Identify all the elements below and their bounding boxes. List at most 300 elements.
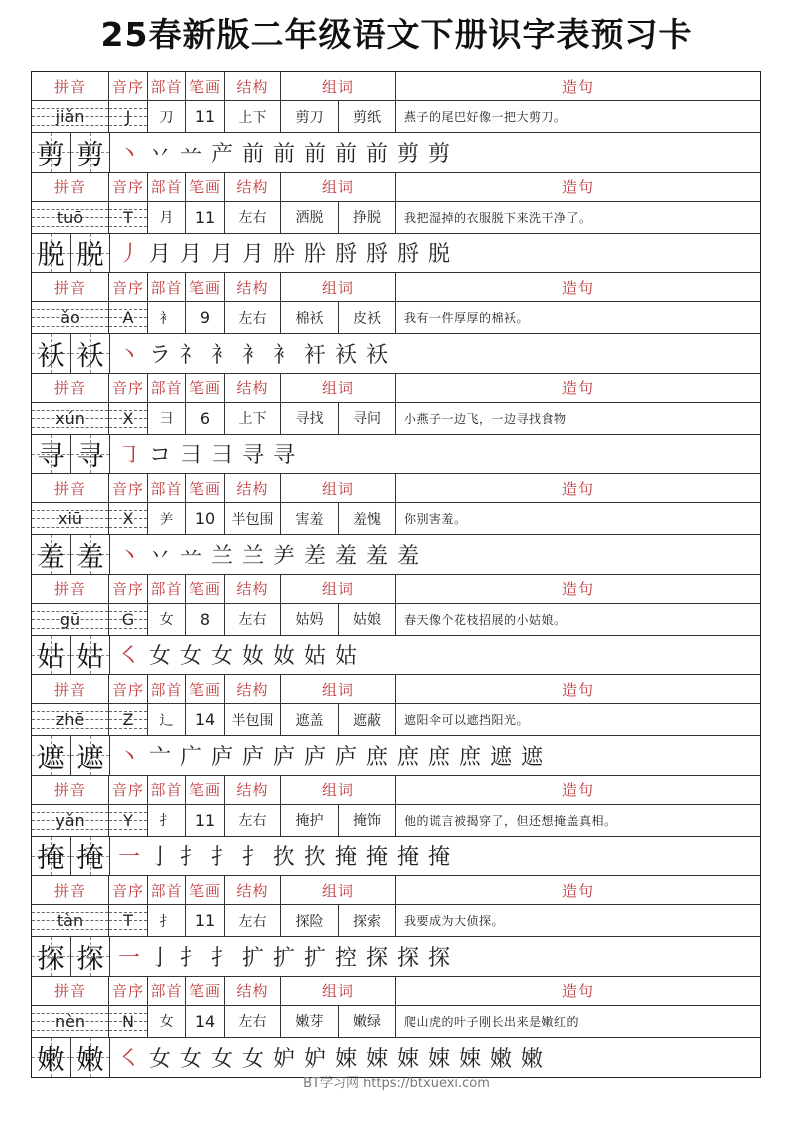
pinyin-value: tuō	[56, 207, 84, 227]
stroke-step: 扩	[241, 945, 264, 971]
stroke-step: 前	[303, 141, 326, 167]
stroke-step: 脟	[334, 242, 357, 268]
pinyin-cell	[32, 1006, 109, 1037]
stroke-step: 差	[303, 543, 326, 569]
header-zaoju: 造句	[561, 479, 594, 498]
header-row	[32, 977, 760, 1006]
stroke-step: 庶	[458, 744, 481, 770]
stroke-step: 一	[117, 945, 140, 971]
stroke-step: 女	[210, 1046, 233, 1072]
header-bihua: 笔画	[186, 273, 225, 301]
jiegou-value: 左右	[225, 805, 281, 836]
pinyin-value: yǎn	[55, 810, 85, 830]
stroke-order-row	[32, 133, 760, 173]
bihua-value: 11	[186, 101, 225, 132]
stroke-step: コ	[148, 443, 171, 469]
practice-char-box-2	[71, 937, 110, 976]
stroke-step: 亅	[148, 945, 171, 971]
bushou-value: ⺶	[148, 503, 186, 534]
stroke-step: 女	[179, 1046, 202, 1072]
practice-char-box-2	[71, 234, 110, 273]
data-row	[32, 302, 760, 334]
word-2: 掩饰	[339, 805, 396, 836]
stroke-step: 掩	[365, 845, 388, 871]
stroke-step: 丿	[117, 242, 140, 268]
data-row	[32, 604, 760, 636]
character-card	[32, 374, 760, 475]
character-card	[32, 474, 760, 575]
header-zaoju: 造句	[561, 982, 594, 1000]
sentence-value: 我要成为大侦探。	[404, 914, 505, 928]
data-row	[32, 704, 760, 736]
stroke-sequence	[110, 837, 760, 876]
yinxu-cell	[109, 302, 148, 333]
header-row	[32, 173, 760, 202]
sentence-value: 燕子的尾巴好像一把大剪刀。	[404, 110, 567, 124]
header-yinxu: 音序	[109, 273, 148, 301]
practice-char: 脱	[37, 240, 65, 272]
stroke-step: 前	[334, 141, 357, 167]
stroke-step: 控	[334, 945, 357, 971]
bushou-value: 彐	[148, 403, 186, 434]
header-zuci: 组词	[281, 675, 396, 703]
header-zaoju: 造句	[561, 881, 594, 900]
pinyin-value: xún	[55, 408, 85, 428]
header-bihua: 笔画	[186, 977, 225, 1005]
header-bihua: 笔画	[186, 876, 225, 904]
pinyin-value: jiǎn	[55, 107, 85, 126]
practice-char-box-2	[71, 334, 110, 373]
header-bushou: 部首	[148, 675, 186, 703]
stroke-step: 羞	[365, 543, 388, 569]
practice-char-box-2	[71, 435, 110, 474]
character-table	[31, 71, 761, 1078]
header-jiegou: 结构	[225, 173, 281, 201]
yinxu-cell	[109, 704, 148, 735]
character-card	[32, 72, 760, 173]
header-row	[32, 575, 760, 604]
stroke-step: 丷	[148, 543, 171, 569]
bihua-value: 8	[186, 604, 225, 635]
stroke-step: 娕	[427, 1046, 450, 1072]
yinxu-value: Y	[123, 810, 133, 830]
practice-char: 掩	[76, 843, 104, 875]
stroke-step: 探	[427, 945, 450, 971]
character-card	[32, 273, 760, 374]
sentence-value: 我有一件厚厚的棉袄。	[404, 311, 530, 325]
header-bushou: 部首	[148, 374, 186, 402]
pinyin-cell	[32, 302, 109, 333]
bihua-value: 10	[186, 503, 225, 534]
bushou-value: 刀	[148, 101, 186, 132]
header-jiegou: 结构	[225, 273, 281, 301]
data-row	[32, 805, 760, 837]
jiegou-value: 左右	[225, 905, 281, 936]
header-yinxu: 音序	[109, 876, 148, 904]
bushou-value: 女	[148, 1006, 186, 1037]
header-bushou: 部首	[148, 776, 186, 804]
stroke-step: 丶	[117, 543, 140, 569]
practice-char-box-1	[32, 736, 71, 775]
header-pinyin: 拼音	[32, 474, 109, 502]
stroke-step: 奻	[272, 644, 295, 670]
practice-char: 嫩	[76, 1044, 104, 1076]
word-1: 寻找	[281, 403, 339, 434]
word-1: 掩护	[281, 805, 339, 836]
stroke-sequence	[110, 535, 760, 574]
header-zuci: 组词	[281, 575, 396, 603]
yinxu-value: Z	[122, 710, 134, 729]
practice-char-box-1	[32, 133, 71, 172]
data-row	[32, 403, 760, 435]
header-yinxu: 音序	[109, 977, 148, 1005]
stroke-step: 兰	[210, 543, 233, 569]
header-bushou: 部首	[148, 575, 186, 603]
stroke-sequence	[110, 636, 760, 675]
stroke-step: 掩	[396, 845, 419, 871]
stroke-step: 衤	[272, 342, 295, 368]
header-zuci: 组词	[281, 776, 396, 804]
stroke-step: 脱	[427, 242, 450, 268]
stroke-step: 剪	[427, 141, 450, 167]
header-jiegou: 结构	[225, 474, 281, 502]
pinyin-value: gū	[59, 609, 81, 629]
stroke-step: 扌	[241, 845, 264, 871]
yinxu-value: J	[125, 107, 131, 126]
stroke-sequence	[110, 334, 760, 373]
pinyin-cell	[32, 202, 109, 233]
practice-char: 袄	[37, 340, 65, 372]
header-row	[32, 776, 760, 805]
stroke-step: 女	[241, 1046, 264, 1072]
bushou-value: 女	[148, 604, 186, 635]
header-row	[32, 474, 760, 503]
header-bushou: 部首	[148, 977, 186, 1005]
practice-char-box-2	[71, 133, 110, 172]
page-title: 25春新版二年级语文下册识字表预习卡	[100, 15, 693, 54]
word-2: 羞愧	[339, 503, 396, 534]
sentence-value: 我把湿掉的衣服脱下来洗干净了。	[404, 210, 592, 225]
stroke-step: 掩	[427, 845, 450, 871]
yinxu-value: T	[123, 207, 133, 227]
stroke-step: 扌	[179, 945, 202, 971]
practice-char-box-1	[32, 435, 71, 474]
bushou-value: 扌	[148, 805, 186, 836]
pinyin-cell	[32, 905, 109, 936]
stroke-step: 掩	[334, 845, 357, 871]
header-row	[32, 374, 760, 403]
header-yinxu: 音序	[109, 575, 148, 603]
stroke-step: 姑	[303, 644, 326, 670]
stroke-step: 嫩	[520, 1046, 543, 1072]
header-bushou: 部首	[148, 474, 186, 502]
stroke-step: 袄	[365, 342, 388, 368]
stroke-step: 扌	[210, 845, 233, 871]
stroke-sequence	[110, 435, 760, 474]
stroke-step: 遮	[520, 744, 543, 770]
stroke-step: 探	[365, 945, 388, 971]
stroke-step: 妒	[272, 1046, 295, 1072]
yinxu-value: X	[122, 509, 134, 528]
pinyin-cell	[32, 704, 109, 735]
stroke-step: 月	[148, 242, 171, 268]
stroke-step: 羞	[334, 543, 357, 569]
yinxu-cell	[109, 604, 148, 635]
header-zaoju: 造句	[561, 680, 594, 699]
stroke-step: 奻	[241, 644, 264, 670]
header-bushou: 部首	[148, 72, 186, 100]
stroke-step: 娕	[396, 1046, 419, 1072]
header-pinyin: 拼音	[32, 977, 109, 1005]
practice-char-box-1	[32, 837, 71, 876]
practice-char: 袄	[76, 340, 104, 372]
sentence-value: 小燕子一边飞，一边寻找食物	[404, 411, 567, 426]
yinxu-value: T	[123, 911, 133, 930]
practice-char-box-1	[32, 234, 71, 273]
bihua-value: 11	[186, 905, 225, 936]
character-card	[32, 575, 760, 676]
word-1: 遮盖	[281, 704, 339, 735]
word-2: 挣脱	[339, 202, 396, 233]
stroke-sequence	[110, 736, 760, 775]
practice-char: 掩	[37, 843, 65, 875]
sentence-value: 他的谎言被揭穿了，但还想掩盖真相。	[404, 813, 617, 828]
jiegou-value: 左右	[225, 302, 281, 333]
stroke-sequence	[110, 937, 760, 976]
header-jiegou: 结构	[225, 776, 281, 804]
bihua-value: 11	[186, 202, 225, 233]
character-card	[32, 776, 760, 877]
header-bihua: 笔画	[186, 474, 225, 502]
stroke-step: 肸	[272, 242, 295, 268]
word-1: 棉袄	[281, 302, 339, 333]
stroke-step: 遮	[489, 744, 512, 770]
stroke-step: 丶	[117, 141, 140, 167]
practice-char: 剪	[76, 139, 104, 171]
header-zuci: 组词	[281, 474, 396, 502]
pinyin-cell	[32, 101, 109, 132]
stroke-step: 庐	[210, 744, 233, 770]
header-zaoju: 造句	[561, 77, 594, 96]
stroke-order-row	[32, 334, 760, 374]
stroke-step: 兰	[241, 543, 264, 569]
data-row	[32, 1006, 760, 1038]
header-yinxu: 音序	[109, 675, 148, 703]
practice-char: 遮	[37, 742, 65, 774]
practice-char: 脱	[76, 240, 104, 272]
practice-char: 寻	[37, 441, 65, 473]
header-pinyin: 拼音	[32, 374, 109, 402]
bushou-value: 辶	[148, 704, 186, 735]
jiegou-value: 半包围	[225, 704, 281, 735]
bihua-value: 11	[186, 805, 225, 836]
jiegou-value: 上下	[225, 101, 281, 132]
bihua-value: 6	[186, 403, 225, 434]
practice-char: 嫩	[37, 1044, 65, 1076]
stroke-step: ⺶	[272, 543, 295, 569]
stroke-step: 产	[210, 141, 233, 167]
word-1: 洒脱	[281, 202, 339, 233]
practice-char: 探	[37, 943, 65, 975]
word-1: 剪刀	[281, 101, 339, 132]
header-bihua: 笔画	[186, 173, 225, 201]
practice-char-box-2	[71, 535, 110, 574]
stroke-order-row	[32, 435, 760, 475]
header-jiegou: 结构	[225, 977, 281, 1005]
stroke-order-row	[32, 837, 760, 877]
character-card	[32, 876, 760, 977]
stroke-step: 扻	[272, 845, 295, 871]
header-yinxu: 音序	[109, 776, 148, 804]
stroke-step: 女	[148, 1046, 171, 1072]
stroke-step: 剪	[396, 141, 419, 167]
header-jiegou: 结构	[225, 72, 281, 100]
bihua-value: 14	[186, 704, 225, 735]
sentence-value: 你别害羞。	[404, 512, 467, 526]
character-card	[32, 173, 760, 274]
stroke-step: 庐	[272, 744, 295, 770]
pinyin-value: ǎo	[60, 308, 80, 327]
stroke-step: ㇛	[117, 1046, 140, 1072]
stroke-step: 扌	[210, 945, 233, 971]
stroke-order-row	[32, 234, 760, 274]
pinyin-value: nèn	[54, 1011, 86, 1031]
header-jiegou: 结构	[225, 374, 281, 402]
stroke-step: 扻	[303, 845, 326, 871]
yinxu-cell	[109, 905, 148, 936]
header-yinxu: 音序	[109, 474, 148, 502]
sentence-value: 遮阳伞可以遮挡阳光。	[404, 713, 530, 727]
stroke-step: 寻	[241, 443, 264, 469]
stroke-step: 袄	[334, 342, 357, 368]
word-2: 寻问	[339, 403, 396, 434]
stroke-step: 月	[179, 242, 202, 268]
stroke-step: 脟	[396, 242, 419, 268]
stroke-step: 庶	[365, 744, 388, 770]
bihua-value: 9	[186, 302, 225, 333]
header-bushou: 部首	[148, 273, 186, 301]
practice-char: 寻	[76, 441, 104, 473]
stroke-order-row	[32, 736, 760, 776]
word-1: 探险	[281, 905, 339, 936]
stroke-step: 前	[365, 141, 388, 167]
practice-char: 姑	[37, 642, 65, 674]
word-2: 遮蔽	[339, 704, 396, 735]
practice-char: 遮	[76, 742, 104, 774]
jiegou-value: 上下	[225, 403, 281, 434]
stroke-step: 广	[179, 744, 202, 770]
stroke-step: 䒑	[179, 543, 202, 569]
stroke-step: 亠	[148, 744, 171, 770]
header-zuci: 组词	[281, 374, 396, 402]
stroke-step: 女	[179, 644, 202, 670]
word-1: 嫩芽	[281, 1006, 339, 1037]
practice-char-box-1	[32, 334, 71, 373]
pinyin-value: zhē	[55, 710, 85, 729]
stroke-step: 女	[148, 644, 171, 670]
header-pinyin: 拼音	[32, 675, 109, 703]
header-bihua: 笔画	[186, 776, 225, 804]
header-row	[32, 273, 760, 302]
stroke-step: 庐	[303, 744, 326, 770]
pinyin-cell	[32, 805, 109, 836]
stroke-step: 娕	[334, 1046, 357, 1072]
stroke-order-row	[32, 535, 760, 575]
practice-char-box-1	[32, 636, 71, 675]
character-card	[32, 675, 760, 776]
header-yinxu: 音序	[109, 374, 148, 402]
bushou-value: 扌	[148, 905, 186, 936]
pinyin-cell	[32, 403, 109, 434]
stroke-sequence	[110, 133, 760, 172]
stroke-step: 脟	[365, 242, 388, 268]
stroke-step: 扩	[272, 945, 295, 971]
stroke-step: 探	[396, 945, 419, 971]
jiegou-value: 左右	[225, 1006, 281, 1037]
stroke-step: 庐	[241, 744, 264, 770]
header-row	[32, 72, 760, 101]
data-row	[32, 905, 760, 937]
word-2: 姑娘	[339, 604, 396, 635]
header-bihua: 笔画	[186, 72, 225, 100]
character-card	[32, 977, 760, 1078]
stroke-step: 丶	[117, 744, 140, 770]
header-zaoju: 造句	[561, 379, 594, 397]
stroke-step: ㇛	[117, 644, 140, 670]
stroke-step: 庶	[427, 744, 450, 770]
stroke-order-row	[32, 636, 760, 676]
header-row	[32, 675, 760, 704]
bushou-value: 衤	[148, 302, 186, 333]
stroke-step: 礻	[179, 342, 202, 368]
stroke-step: 妒	[303, 1046, 326, 1072]
header-zaoju: 造句	[561, 278, 594, 297]
stroke-step: 羞	[396, 543, 419, 569]
yinxu-cell	[109, 805, 148, 836]
practice-char-box-1	[32, 535, 71, 574]
header-pinyin: 拼音	[32, 876, 109, 904]
stroke-step: 庐	[334, 744, 357, 770]
practice-char: 羞	[76, 541, 104, 573]
practice-char: 姑	[76, 642, 104, 674]
data-row	[32, 101, 760, 133]
data-row	[32, 202, 760, 234]
header-yinxu: 音序	[109, 173, 148, 201]
header-zuci: 组词	[281, 876, 396, 904]
pinyin-cell	[32, 503, 109, 534]
data-row	[32, 503, 760, 535]
yinxu-cell	[109, 202, 148, 233]
header-bihua: 笔画	[186, 675, 225, 703]
jiegou-value: 半包围	[225, 503, 281, 534]
header-pinyin: 拼音	[32, 575, 109, 603]
pinyin-value: tàn	[56, 911, 84, 930]
header-jiegou: 结构	[225, 575, 281, 603]
practice-char-box-2	[71, 837, 110, 876]
header-jiegou: 结构	[225, 876, 281, 904]
header-zaoju: 造句	[561, 178, 594, 196]
header-pinyin: 拼音	[32, 173, 109, 201]
stroke-step: ⺕	[210, 443, 233, 469]
bushou-value: 月	[148, 202, 186, 233]
stroke-step: 䒑	[179, 141, 202, 167]
stroke-step: 姑	[334, 644, 357, 670]
watermark-footer: BT学习网 https://btxuexi.com	[303, 1076, 490, 1091]
stroke-step: ラ	[148, 342, 171, 368]
practice-char-box-2	[71, 636, 110, 675]
stroke-step: 彐	[179, 443, 202, 469]
sentence-value: 爬山虎的叶子刚长出来是嫩红的	[404, 1014, 580, 1029]
